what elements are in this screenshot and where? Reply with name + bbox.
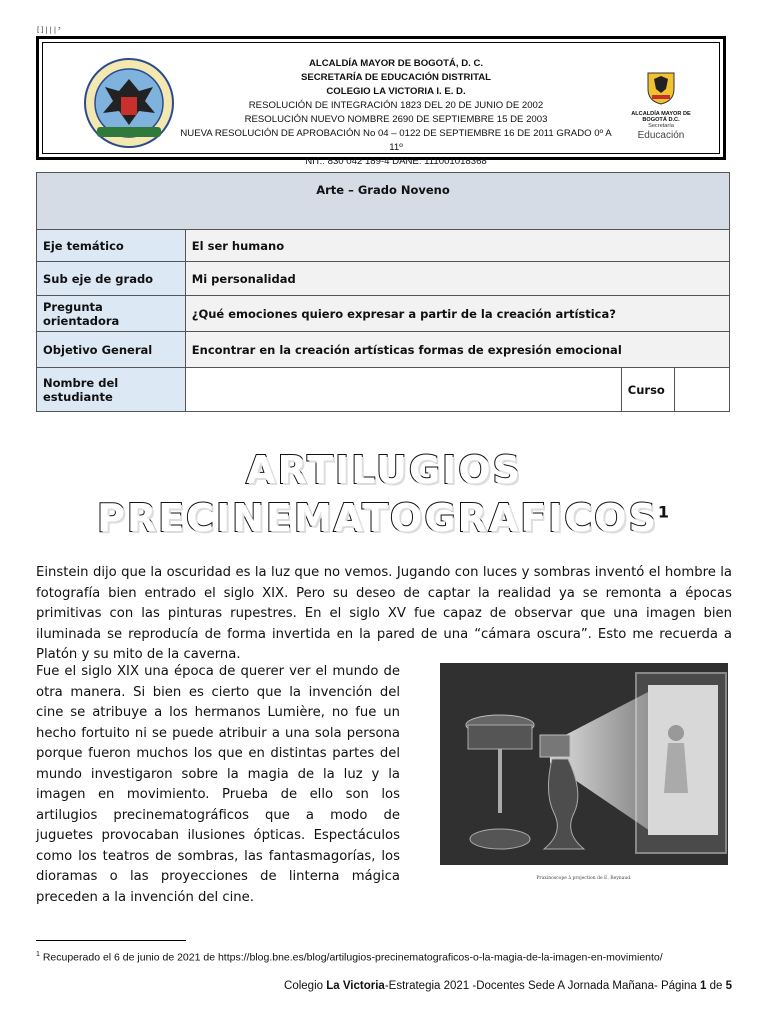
bogota-logo-edu: Educación — [637, 130, 685, 141]
table-row — [37, 230, 730, 262]
letterhead-inner — [42, 42, 720, 167]
paragraph-history: Fue el siglo XIX una época de querer ver el mundo de otra manera. Si bien es cierto que la invención del cine se atribuye a los hermanos Lumière, no fue un hecho fortuito ni se puede atribuir a una sola persona porque fueron muchos los que en distintas partes del mundo investigaron sobre la magia de la luz y la imagen en movimiento. Prueba de ello son los artilugios precinematográficos que a modo de juguetes provocaban ilusiones ópticas. Espectáculos como los teatros de sombras, las fantasmagorías, los dioramas o las proyecciones de linterna mágica preceden a la invención del cine. — [36, 664, 400, 905]
title-line-2-text: PRECINEMATOGRAFICOS — [96, 496, 658, 540]
title-footnote-ref: 1 — [657, 502, 671, 522]
school-crest-icon — [83, 57, 175, 149]
paragraph-intro: Einstein dijo que la oscuridad es la luz que no vemos. Jugando con luces y sombras inventó el hombre la fotografía bien entrado el siglo XIX. Pero su deseo de captar la realidad ya se remonta a épocas primitivas con las pinturas rupestres. En el siglo XV fue capaz de observar que una imagen bien iluminada se reproducía de forma invertida en la pared de una “cámara oscura”. Esto me recuerda a Platón y su mito de la caverna. — [36, 565, 732, 662]
header-line-7: NIT.: 830 042 189-4 DANE: 111001018368 — [305, 156, 487, 167]
row-value: El ser humano — [185, 230, 729, 262]
footnote-divider — [36, 940, 186, 941]
letterhead-text — [173, 57, 619, 169]
table-row — [37, 262, 730, 296]
student-row — [37, 368, 730, 412]
footer-page: 1 — [700, 980, 707, 992]
footnote — [36, 948, 716, 965]
footer-middle: -Estrategia 2021 -Docentes Sede A Jornada Mañana- Página — [384, 980, 700, 992]
table-row — [37, 296, 730, 332]
footer-school: La Victoria — [326, 980, 385, 992]
row-value: ¿Qué emociones quiero expresar a partir de la creación artística? — [185, 296, 729, 332]
student-name-field[interactable] — [185, 368, 621, 412]
page-footer — [284, 980, 732, 992]
bogota-logo — [625, 71, 697, 151]
header-line-3: COLEGIO LA VICTORIA I. E. D. — [326, 86, 466, 97]
footer-total: 5 — [725, 980, 732, 992]
student-name-label: Nombre del estudiante — [37, 368, 186, 412]
table-row — [37, 332, 730, 368]
footer-of: de — [706, 980, 726, 992]
letterhead — [36, 36, 726, 167]
title-line-1: ARTILUGIOS — [246, 448, 522, 492]
course-field[interactable] — [674, 368, 729, 412]
row-label: Pregunta orientadora — [37, 296, 186, 332]
corner-mark: []|||³ — [36, 26, 62, 34]
row-value: Encontrar en la creación artísticas formas de expresión emocional — [185, 332, 729, 368]
image-caption: Praxinoscope à projection de E. Reynaud. — [536, 876, 632, 881]
bogota-shield-icon — [646, 71, 676, 105]
course-label: Curso — [621, 368, 674, 412]
row-label: Objetivo General — [37, 332, 186, 368]
title-line-2 — [60, 496, 708, 540]
header-line-5: RESOLUCIÓN NUEVO NOMBRE 2690 DE SEPTIEMBRE 15 DE 2003 — [244, 114, 548, 125]
footnote-number: 1 — [36, 951, 40, 958]
row-label: Eje temático — [37, 230, 186, 262]
row-label: Sub eje de grado — [37, 262, 186, 296]
header-line-4: RESOLUCIÓN DE INTEGRACIÓN 1823 DEL 20 DE JUNIO DE 2002 — [248, 100, 544, 111]
course-info-table — [36, 172, 730, 412]
footnote-text: Recuperado el 6 de junio de 2021 de https://blog.bne.es/blog/artilugios-precinematograficos-o-la-magia-de-la-imagen-en-movimiento/ — [39, 951, 663, 964]
table-heading: Arte – Grado Noveno — [37, 173, 730, 230]
header-line-6: NUEVA RESOLUCIÓN DE APROBACIÓN No 04 – 0122 DE SEPTIEMBRE 16 DE 2011 GRADO 0º A 11º — [180, 128, 612, 153]
praxinoscope-engraving — [440, 663, 728, 865]
praxinoscope-image-icon — [440, 663, 728, 865]
row-value: Mi personalidad — [185, 262, 729, 296]
bogota-logo-sub: Secretaría — [648, 123, 674, 129]
header-line-2: SECRETARÍA DE EDUCACIÓN DISTRITAL — [300, 72, 492, 83]
footer-prefix: Colegio — [284, 980, 327, 992]
header-line-1: ALCALDÍA MAYOR DE BOGOTÁ, D. C. — [308, 58, 484, 69]
bogota-logo-title: ALCALDÍA MAYOR DE BOGOTÁ D.C. — [631, 111, 691, 123]
table-heading-row — [37, 173, 730, 230]
